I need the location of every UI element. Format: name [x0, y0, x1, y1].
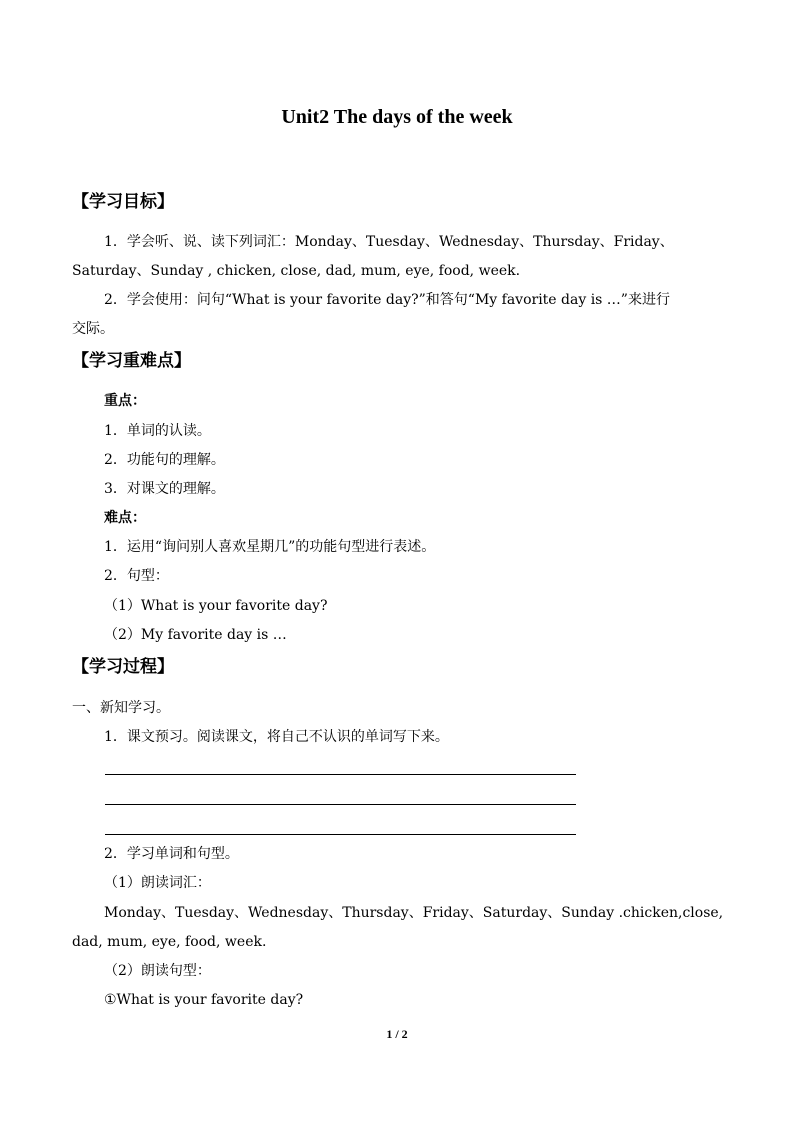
read-vocab-label: （1）朗读词汇：: [104, 875, 211, 891]
document-title: Unit2 The days of the week: [281, 106, 513, 128]
vocab-days: Monday、Tuesday、Wednesday、Thursday、Friday、Saturday、Sunday .: [104, 905, 624, 921]
objective-item-1-line-2: Saturday、Sunday , chicken, close, dad, mum, eye, food, week.: [72, 263, 521, 279]
vocab-chicken: chicken,: [623, 905, 683, 921]
process-step-1: 1．课文预习。阅读课文，将自己不认识的单词写下来。: [104, 729, 449, 745]
sentence-pattern-1: （1）What is your favorite day?: [104, 598, 328, 614]
process-heading: 【学习过程】: [72, 657, 174, 677]
key-label: 重点：: [104, 393, 146, 409]
process-part-1: 一、新知学习。: [72, 700, 170, 716]
objectives-heading: 【学习目标】: [72, 192, 174, 212]
answer-line-1[interactable]: [105, 774, 576, 775]
process-step-2: 2．学习单词和句型。: [104, 846, 239, 862]
objective-item-2-line-2: 交际。: [72, 321, 114, 337]
key-item-1: 1．单词的认读。: [104, 423, 211, 439]
vocab-close: close,: [682, 905, 724, 921]
vocab-line-2: dad, mum, eye, food, week.: [72, 934, 267, 950]
difficult-item-2: 2．句型：: [104, 568, 169, 584]
answer-line-3[interactable]: [105, 834, 576, 835]
sentence-1: ①What is your favorite day?: [104, 992, 304, 1008]
sentence-pattern-2: （2）My favorite day is …: [104, 627, 287, 643]
key-item-3: 3．对课文的理解。: [104, 481, 225, 497]
difficult-label: 难点：: [104, 510, 146, 526]
read-sentence-label: （2）朗读句型：: [104, 963, 211, 979]
answer-line-2[interactable]: [105, 804, 576, 805]
objective-item-2-line-1: 2．学会使用：问句“What is your favorite day?”和答句“My favorite day is …”来进行: [104, 292, 670, 308]
key-item-2: 2．功能句的理解。: [104, 452, 225, 468]
objective-item-1-line-1: 1．学会听、说、读下列词汇：Monday、Tuesday、Wednesday、Thursday、Friday、: [104, 234, 674, 250]
difficult-item-1: 1．运用“询问别人喜欢星期几”的功能句型进行表述。: [104, 539, 436, 555]
vocab-line-1: [104, 904, 724, 922]
key-points-heading: 【学习重难点】: [72, 351, 191, 371]
page-number: 1 / 2: [386, 1027, 408, 1041]
